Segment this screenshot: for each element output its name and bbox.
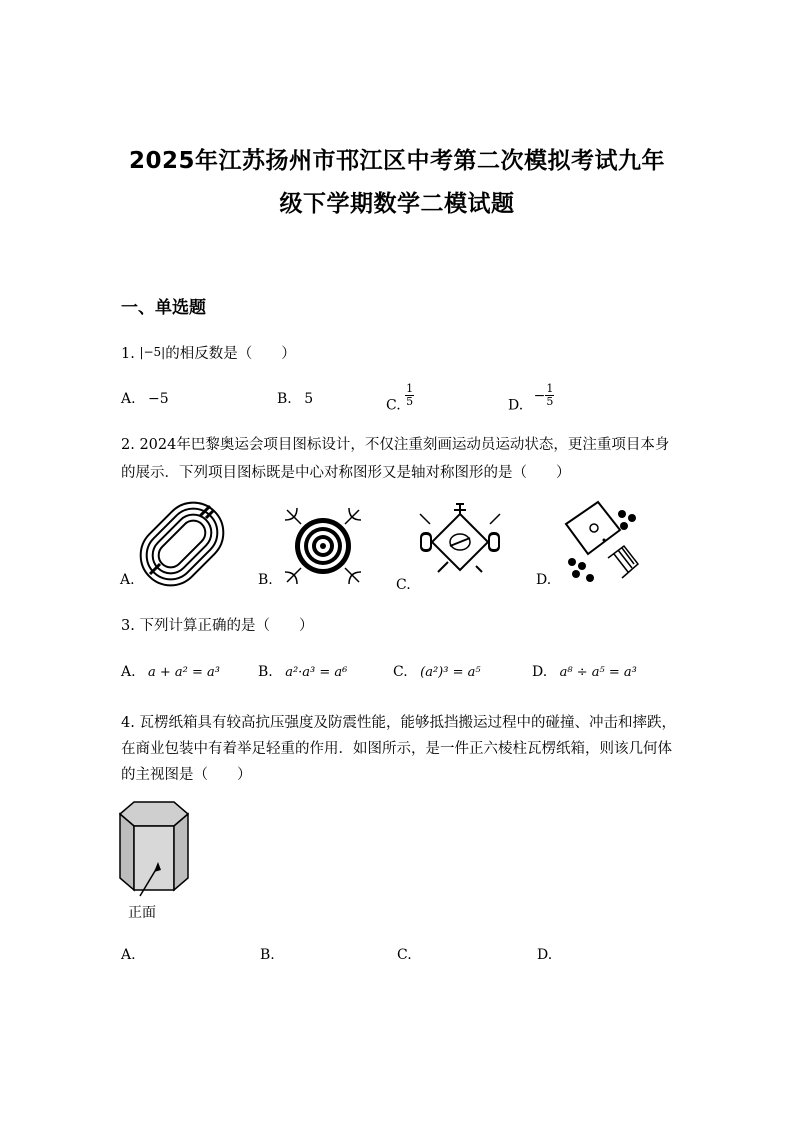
q1-option-d[interactable] — [508, 383, 554, 414]
option-label: B. — [277, 391, 292, 407]
option-label: B. — [258, 664, 273, 680]
option-label: A. — [121, 391, 136, 407]
q2-option-c[interactable]: C. — [396, 577, 411, 593]
q4-option-d[interactable]: D. — [537, 947, 553, 963]
question-3: 3. 下列计算正确的是（ ） — [121, 618, 314, 634]
page-title: 2025年江苏扬州市邗江区中考第二次模拟考试九年 — [128, 148, 665, 174]
fraction — [405, 383, 414, 408]
q4-option-c[interactable]: C. — [397, 947, 412, 963]
q3-option-a[interactable] — [121, 664, 220, 680]
question-2: 2. 2024年巴黎奥运会项目图标设计，不仅注重刻画运动员运动状态，更注重项目本身的展示．下列项目图标既是中心对称图形又是轴对称图形的是（ ） — [121, 437, 670, 481]
numerator: 1 — [406, 382, 414, 395]
denominator: 5 — [546, 395, 554, 408]
q2-option-a[interactable]: A. — [120, 572, 135, 588]
fraction — [545, 383, 554, 408]
q3-option-d[interactable] — [532, 664, 637, 680]
question-1 — [121, 338, 296, 368]
denominator: 5 — [406, 395, 414, 408]
abs-expression: |−5| — [139, 345, 166, 359]
question-4: 4. 瓦楞纸箱具有较高抗压强度及防震性能，能够抵挡搬运过程中的碰撞、冲击和摔跌，在商业包装中有着举足轻重的作用．如图所示，是一件正六棱柱瓦楞纸箱，则该几何体的主视图是（ ） — [121, 715, 676, 783]
option-value: 5 — [304, 391, 314, 407]
page-title-line2: 级下学期数学二模试题 — [279, 191, 515, 217]
numerator: 1 — [546, 382, 554, 395]
q2-option-d[interactable]: D. — [536, 572, 552, 588]
option-label: D. — [532, 664, 548, 680]
q4-option-a[interactable]: A. — [121, 947, 136, 963]
archery-target-icon — [283, 506, 363, 586]
option-label: A. — [121, 664, 136, 680]
question-number: 1. — [121, 346, 135, 362]
option-label: C. — [386, 397, 401, 414]
q3-option-c[interactable] — [393, 664, 481, 680]
figure-label: 正面 — [128, 905, 156, 921]
q1-option-c[interactable] — [386, 383, 414, 414]
option-expression: a⁸ ÷ a⁵ = a³ — [559, 665, 637, 680]
option-label: D. — [508, 397, 524, 414]
option-expression: a + a² = a³ — [148, 665, 221, 680]
option-value: −5 — [148, 391, 169, 407]
football-icon — [558, 500, 648, 590]
question-text: 的相反数是（ ） — [165, 346, 296, 362]
q1-option-a[interactable] — [121, 391, 169, 407]
minus-sign: − — [533, 387, 546, 404]
hexagonal-prism-figure — [118, 800, 198, 900]
running-track-icon — [140, 502, 225, 587]
q3-option-b[interactable] — [258, 664, 347, 680]
fencing-icon — [418, 502, 503, 587]
option-expression: a²·a³ = a⁶ — [285, 665, 348, 680]
q1-option-b[interactable] — [277, 391, 313, 407]
q2-option-b[interactable]: B. — [258, 572, 273, 588]
q4-option-b[interactable]: B. — [260, 947, 275, 963]
section-heading: 一、单选题 — [121, 298, 206, 318]
option-expression: (a²)³ = a⁵ — [420, 665, 481, 680]
option-label: C. — [393, 664, 408, 680]
